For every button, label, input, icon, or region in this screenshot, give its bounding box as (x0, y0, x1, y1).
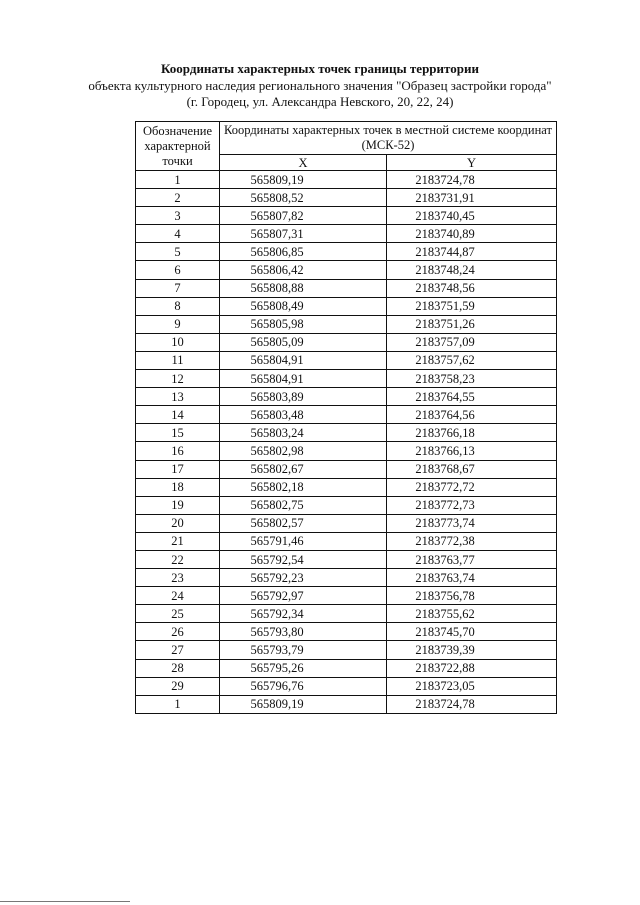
x-coordinate: 565809,19 (220, 695, 387, 713)
point-number: 9 (136, 315, 220, 333)
point-number: 8 (136, 297, 220, 315)
point-column-header: Обозначение характерной точки (136, 122, 220, 171)
x-coordinate: 565802,98 (220, 442, 387, 460)
x-coordinate: 565803,24 (220, 424, 387, 442)
table-row (136, 370, 557, 388)
table-row (136, 424, 557, 442)
point-number: 13 (136, 388, 220, 406)
y-coordinate: 2183739,39 (387, 641, 557, 659)
point-number: 3 (136, 207, 220, 225)
y-coordinate: 2183768,67 (387, 460, 557, 478)
point-number: 20 (136, 514, 220, 532)
x-column-header: X (220, 155, 387, 171)
y-coordinate: 2183724,78 (387, 695, 557, 713)
x-coordinate: 565792,54 (220, 550, 387, 568)
point-number: 10 (136, 333, 220, 351)
point-number: 22 (136, 550, 220, 568)
y-coordinate: 2183744,87 (387, 243, 557, 261)
x-coordinate: 565804,91 (220, 351, 387, 369)
x-coordinate: 565793,79 (220, 641, 387, 659)
y-coordinate: 2183740,89 (387, 225, 557, 243)
table-row (136, 677, 557, 695)
x-coordinate: 565807,31 (220, 225, 387, 243)
coordinates-column-header: Координаты характерных точек в местной системе координат (МСК-52) (220, 122, 557, 155)
table-row (136, 569, 557, 587)
table-row (136, 351, 557, 369)
y-coordinate: 2183773,74 (387, 514, 557, 532)
point-number: 5 (136, 243, 220, 261)
x-coordinate: 565805,98 (220, 315, 387, 333)
y-coordinate: 2183722,88 (387, 659, 557, 677)
point-number: 19 (136, 496, 220, 514)
table-row (136, 279, 557, 297)
x-coordinate: 565791,46 (220, 532, 387, 550)
table-row (136, 641, 557, 659)
x-coordinate: 565804,91 (220, 370, 387, 388)
x-coordinate: 565796,76 (220, 677, 387, 695)
table-row (136, 315, 557, 333)
x-coordinate: 565803,48 (220, 406, 387, 424)
x-coordinate: 565792,97 (220, 587, 387, 605)
x-coordinate: 565793,80 (220, 623, 387, 641)
y-coordinate: 2183731,91 (387, 189, 557, 207)
y-column-header: Y (387, 155, 557, 171)
point-number: 14 (136, 406, 220, 424)
table-body (136, 171, 557, 714)
y-coordinate: 2183723,05 (387, 677, 557, 695)
table-row (136, 388, 557, 406)
x-coordinate: 565802,18 (220, 478, 387, 496)
document-subtitle: объекта культурного наследия регионального значения "Образец застройки города" (88, 78, 552, 93)
y-coordinate: 2183757,62 (387, 351, 557, 369)
point-number: 15 (136, 424, 220, 442)
table-row (136, 478, 557, 496)
coordinates-table (135, 121, 557, 714)
point-number: 2 (136, 189, 220, 207)
table-row (136, 514, 557, 532)
point-number: 11 (136, 351, 220, 369)
point-number: 26 (136, 623, 220, 641)
point-number: 16 (136, 442, 220, 460)
point-number: 1 (136, 171, 220, 189)
y-coordinate: 2183766,13 (387, 442, 557, 460)
x-coordinate: 565809,19 (220, 171, 387, 189)
y-coordinate: 2183724,78 (387, 171, 557, 189)
table-row (136, 496, 557, 514)
x-coordinate: 565792,23 (220, 569, 387, 587)
table-row (136, 550, 557, 568)
x-coordinate: 565805,09 (220, 333, 387, 351)
y-coordinate: 2183757,09 (387, 333, 557, 351)
document-title: Координаты характерных точек границы территории (161, 61, 479, 76)
table-row (136, 532, 557, 550)
x-coordinate: 565806,42 (220, 261, 387, 279)
table-row (136, 297, 557, 315)
table-row (136, 243, 557, 261)
y-coordinate: 2183751,59 (387, 297, 557, 315)
x-coordinate: 565806,85 (220, 243, 387, 261)
point-number: 23 (136, 569, 220, 587)
table-row (136, 695, 557, 713)
x-coordinate: 565795,26 (220, 659, 387, 677)
table-row (136, 261, 557, 279)
point-number: 17 (136, 460, 220, 478)
page-edge-line (0, 901, 130, 902)
table-row (136, 207, 557, 225)
point-number: 28 (136, 659, 220, 677)
table-row (136, 442, 557, 460)
y-coordinate: 2183764,56 (387, 406, 557, 424)
y-coordinate: 2183758,23 (387, 370, 557, 388)
y-coordinate: 2183763,77 (387, 550, 557, 568)
x-coordinate: 565808,88 (220, 279, 387, 297)
x-coordinate: 565802,57 (220, 514, 387, 532)
x-coordinate: 565808,49 (220, 297, 387, 315)
table-row (136, 189, 557, 207)
point-number: 4 (136, 225, 220, 243)
point-number: 1 (136, 695, 220, 713)
y-coordinate: 2183745,70 (387, 623, 557, 641)
table-row (136, 605, 557, 623)
x-coordinate: 565802,67 (220, 460, 387, 478)
point-number: 24 (136, 587, 220, 605)
x-coordinate: 565802,75 (220, 496, 387, 514)
table-row (136, 659, 557, 677)
y-coordinate: 2183751,26 (387, 315, 557, 333)
point-number: 25 (136, 605, 220, 623)
y-coordinate: 2183764,55 (387, 388, 557, 406)
y-coordinate: 2183766,18 (387, 424, 557, 442)
x-coordinate: 565807,82 (220, 207, 387, 225)
table-row (136, 460, 557, 478)
point-number: 12 (136, 370, 220, 388)
point-number: 29 (136, 677, 220, 695)
point-number: 27 (136, 641, 220, 659)
x-coordinate: 565792,34 (220, 605, 387, 623)
y-coordinate: 2183772,38 (387, 532, 557, 550)
y-coordinate: 2183748,56 (387, 279, 557, 297)
table-row (136, 406, 557, 424)
point-number: 7 (136, 279, 220, 297)
y-coordinate: 2183772,72 (387, 478, 557, 496)
document-address: (г. Городец, ул. Александра Невского, 20, 22, 24) (186, 94, 454, 109)
table-row (136, 333, 557, 351)
point-number: 18 (136, 478, 220, 496)
x-coordinate: 565803,89 (220, 388, 387, 406)
table-row (136, 623, 557, 641)
y-coordinate: 2183763,74 (387, 569, 557, 587)
table-row (136, 587, 557, 605)
table-row (136, 225, 557, 243)
y-coordinate: 2183740,45 (387, 207, 557, 225)
y-coordinate: 2183756,78 (387, 587, 557, 605)
y-coordinate: 2183748,24 (387, 261, 557, 279)
point-number: 21 (136, 532, 220, 550)
y-coordinate: 2183755,62 (387, 605, 557, 623)
x-coordinate: 565808,52 (220, 189, 387, 207)
table-row (136, 171, 557, 189)
y-coordinate: 2183772,73 (387, 496, 557, 514)
point-number: 6 (136, 261, 220, 279)
